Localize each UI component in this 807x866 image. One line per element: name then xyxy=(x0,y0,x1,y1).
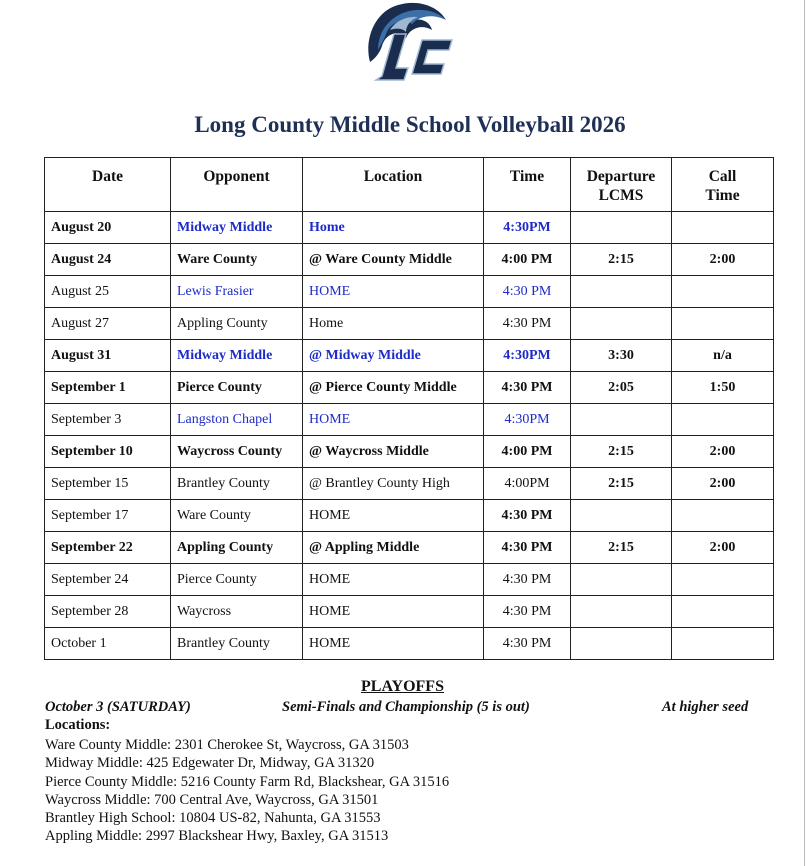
row-call-time: 2:00 xyxy=(672,468,774,500)
playoffs-round: Semi-Finals and Championship (5 is out) xyxy=(282,699,530,715)
table-row xyxy=(45,532,774,564)
row-call-time xyxy=(672,628,774,660)
row-departure xyxy=(571,564,672,596)
header-departure: Departure LCMS xyxy=(571,158,672,212)
row-time: 4:30 PM xyxy=(484,500,571,532)
row-time: 4:00PM xyxy=(484,468,571,500)
header-call-time: Call Time xyxy=(672,158,774,212)
row-departure xyxy=(571,308,672,340)
table-row xyxy=(45,500,774,532)
row-call-time: 2:00 xyxy=(672,532,774,564)
row-date: August 31 xyxy=(45,340,171,372)
row-opponent: Pierce County xyxy=(171,372,303,404)
row-departure xyxy=(571,596,672,628)
row-departure: 2:15 xyxy=(571,436,672,468)
row-date: September 24 xyxy=(45,564,171,596)
row-date: September 17 xyxy=(45,500,171,532)
row-time: 4:30 PM xyxy=(484,596,571,628)
header-location: Location xyxy=(303,158,484,212)
row-call-time xyxy=(672,596,774,628)
row-time: 4:30PM xyxy=(484,404,571,436)
row-call-time: 2:00 xyxy=(672,244,774,276)
row-call-time xyxy=(672,308,774,340)
row-opponent: Appling County xyxy=(171,532,303,564)
row-departure: 3:30 xyxy=(571,340,672,372)
row-call-time: 1:50 xyxy=(672,372,774,404)
location-item: Brantley High School: 10804 US-82, Nahunta, GA 31553 xyxy=(45,810,381,827)
table-header-row xyxy=(45,158,774,212)
row-date: September 3 xyxy=(45,404,171,436)
row-opponent: Appling County xyxy=(171,308,303,340)
row-location: @ Ware County Middle xyxy=(303,244,484,276)
row-date: September 10 xyxy=(45,436,171,468)
location-item: Pierce County Middle: 5216 County Farm Rd, Blackshear, GA 31516 xyxy=(45,773,450,790)
table-row xyxy=(45,596,774,628)
row-location: @ Midway Middle xyxy=(303,340,484,372)
row-call-time xyxy=(672,500,774,532)
locations-list xyxy=(45,736,449,846)
row-opponent: Brantley County xyxy=(171,468,303,500)
table-row xyxy=(45,244,774,276)
header-time: Time xyxy=(484,158,571,212)
playoffs-site: At higher seed xyxy=(662,699,749,715)
row-call-time: 2:00 xyxy=(672,436,774,468)
row-opponent: Lewis Frasier xyxy=(171,276,303,308)
row-time: 4:30 PM xyxy=(484,532,571,564)
row-location: HOME xyxy=(303,564,484,596)
row-location: HOME xyxy=(303,628,484,660)
location-item: Waycross Middle: 700 Central Ave, Waycross, GA 31501 xyxy=(45,791,379,808)
row-location: @ Pierce County Middle xyxy=(303,372,484,404)
row-departure xyxy=(571,404,672,436)
row-call-time xyxy=(672,564,774,596)
table-row xyxy=(45,372,774,404)
row-time: 4:00 PM xyxy=(484,436,571,468)
playoffs-heading: PLAYOFFS xyxy=(361,678,444,695)
row-location: HOME xyxy=(303,500,484,532)
row-time: 4:30PM xyxy=(484,212,571,244)
row-time: 4:30 PM xyxy=(484,628,571,660)
row-date: September 15 xyxy=(45,468,171,500)
row-time: 4:30 PM xyxy=(484,564,571,596)
location-item: Appling Middle: 2997 Blackshear Hwy, Baxley, GA 31513 xyxy=(45,828,389,845)
page-title: Long County Middle School Volleyball 2026 xyxy=(194,112,626,137)
table-row xyxy=(45,628,774,660)
location-item: Ware County Middle: 2301 Cherokee St, Waycross, GA 31503 xyxy=(45,737,409,753)
table-row xyxy=(45,564,774,596)
row-location: @ Appling Middle xyxy=(303,532,484,564)
header-date: Date xyxy=(45,158,171,212)
row-departure xyxy=(571,276,672,308)
row-call-time xyxy=(672,404,774,436)
row-opponent: Pierce County xyxy=(171,564,303,596)
row-date: September 22 xyxy=(45,532,171,564)
row-location: @ Waycross Middle xyxy=(303,436,484,468)
table-row xyxy=(45,340,774,372)
row-opponent: Waycross xyxy=(171,596,303,628)
row-date: August 20 xyxy=(45,212,171,244)
location-item: Midway Middle: 425 Edgewater Dr, Midway, GA 31320 xyxy=(45,755,375,772)
row-time: 4:30PM xyxy=(484,340,571,372)
row-time: 4:30 PM xyxy=(484,308,571,340)
row-location: @ Brantley County High xyxy=(303,468,484,500)
table-row xyxy=(45,212,774,244)
row-opponent: Ware County xyxy=(171,244,303,276)
row-location: HOME xyxy=(303,596,484,628)
row-departure xyxy=(571,500,672,532)
row-time: 4:30 PM xyxy=(484,372,571,404)
row-location: HOME xyxy=(303,404,484,436)
locations-heading: Locations: xyxy=(45,717,111,733)
row-opponent: Ware County xyxy=(171,500,303,532)
row-date: October 1 xyxy=(45,628,171,660)
header-opponent: Opponent xyxy=(171,158,303,212)
row-date: August 24 xyxy=(45,244,171,276)
table-row xyxy=(45,436,774,468)
row-location: Home xyxy=(303,308,484,340)
row-date: September 1 xyxy=(45,372,171,404)
school-logo xyxy=(360,0,460,86)
row-call-time xyxy=(672,276,774,308)
row-date: September 28 xyxy=(45,596,171,628)
playoffs-date: October 3 (SATURDAY) xyxy=(45,699,191,715)
row-time: 4:30 PM xyxy=(484,276,571,308)
row-location: Home xyxy=(303,212,484,244)
row-departure: 2:15 xyxy=(571,468,672,500)
row-departure: 2:05 xyxy=(571,372,672,404)
row-call-time: n/a xyxy=(672,340,774,372)
row-departure xyxy=(571,212,672,244)
row-location: HOME xyxy=(303,276,484,308)
row-opponent: Brantley County xyxy=(171,628,303,660)
table-row xyxy=(45,308,774,340)
schedule-table xyxy=(44,157,774,660)
table-row xyxy=(45,404,774,436)
row-call-time xyxy=(672,212,774,244)
table-row xyxy=(45,468,774,500)
row-opponent: Langston Chapel xyxy=(171,404,303,436)
row-date: August 25 xyxy=(45,276,171,308)
row-opponent: Midway Middle xyxy=(171,212,303,244)
row-opponent: Waycross County xyxy=(171,436,303,468)
row-time: 4:00 PM xyxy=(484,244,571,276)
table-row xyxy=(45,276,774,308)
row-date: August 27 xyxy=(45,308,171,340)
row-departure xyxy=(571,628,672,660)
row-departure: 2:15 xyxy=(571,244,672,276)
row-departure: 2:15 xyxy=(571,532,672,564)
row-opponent: Midway Middle xyxy=(171,340,303,372)
